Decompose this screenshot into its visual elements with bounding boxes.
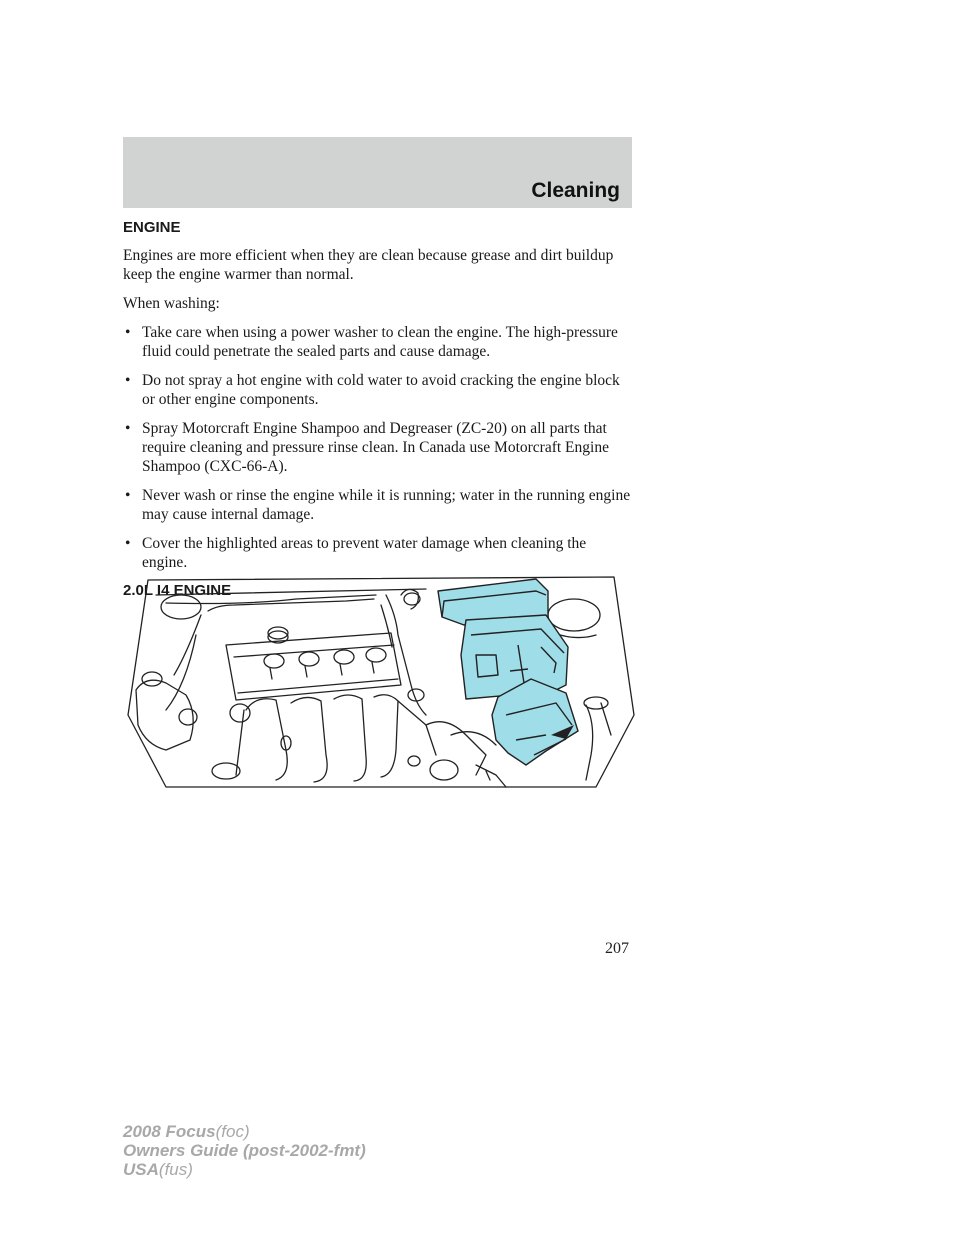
- washing-bullet-list: [123, 323, 633, 572]
- footer-line: Owners Guide (post-2002-fmt): [123, 1141, 366, 1160]
- section-header-band: [123, 137, 632, 208]
- footer-line: USA(fus): [123, 1160, 193, 1179]
- section-heading: ENGINE: [123, 219, 181, 236]
- page-number: 207: [605, 940, 629, 957]
- section-title: Cleaning: [531, 179, 620, 202]
- document-footer: [123, 1122, 366, 1179]
- bullet-item: • Take care when using a power washer to clean the engine. The high-pressure fluid could penetrate the sealed parts and cause damage.: [125, 324, 618, 360]
- engine-diagram-icon: [126, 575, 636, 790]
- bullet-item: • Spray Motorcraft Engine Shampoo and Degreaser (ZC-20) on all parts that require cleaning and pressure rinse clean. In Canada use Motorcraft Engine Shampoo (CXC-66-A).: [125, 420, 609, 475]
- bullet-item: • Cover the highlighted areas to prevent water damage when cleaning the engine.: [125, 535, 587, 571]
- figure-heading: 2.0L I4 ENGINE: [123, 582, 232, 599]
- bullet-icon: •: [125, 324, 131, 341]
- when-washing-label: When washing:: [123, 295, 220, 312]
- bullet-icon: •: [125, 487, 131, 504]
- intro-paragraph: Engines are more efficient when they are clean because grease and dirt buildup keep the engine warmer than normal.: [123, 247, 614, 283]
- main-content: [123, 219, 633, 609]
- bullet-icon: •: [125, 372, 131, 389]
- bullet-item: • Never wash or rinse the engine while it is running; water in the running engine may cause internal damage.: [125, 487, 631, 523]
- bullet-item: • Do not spray a hot engine with cold water to avoid cracking the engine block or other engine components.: [125, 372, 620, 408]
- footer-line: 2008 Focus(foc): [123, 1122, 250, 1141]
- bullet-icon: •: [125, 420, 131, 437]
- bullet-icon: •: [125, 535, 131, 552]
